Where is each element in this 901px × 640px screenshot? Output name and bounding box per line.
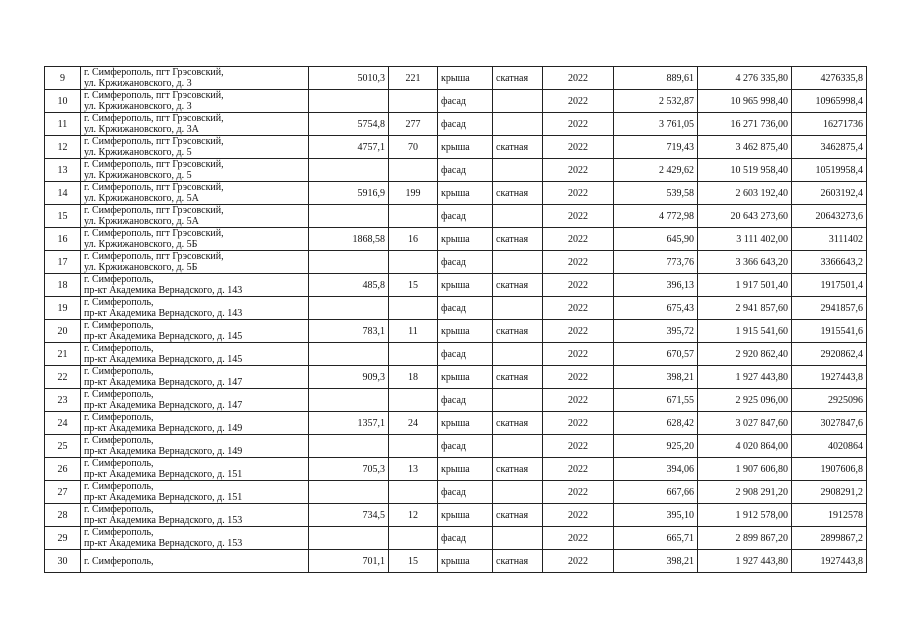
roof-type-cell — [493, 90, 543, 113]
residents-cell — [389, 159, 438, 182]
element-cell: фасад — [438, 343, 493, 366]
address-line-1: г. Симферополь, — [84, 389, 154, 400]
total-cost-cell: 3 111 402,00 — [698, 228, 792, 251]
total-plain-cell: 3366643,2 — [792, 251, 867, 274]
area-cell: 4757,1 — [309, 136, 389, 159]
residents-cell: 277 — [389, 113, 438, 136]
table-row — [45, 366, 867, 389]
unit-cost-cell: 2 532,87 — [614, 90, 698, 113]
row-number: 18 — [45, 274, 81, 297]
unit-cost-cell: 4 772,98 — [614, 205, 698, 228]
element-cell: фасад — [438, 481, 493, 504]
element-cell: крыша — [438, 504, 493, 527]
roof-type-cell: скатная — [493, 228, 543, 251]
area-cell: 705,3 — [309, 458, 389, 481]
residents-cell: 24 — [389, 412, 438, 435]
element-cell: крыша — [438, 412, 493, 435]
element-cell: крыша — [438, 550, 493, 573]
address-cell — [81, 274, 309, 297]
total-cost-cell: 2 925 096,00 — [698, 389, 792, 412]
residents-cell: 15 — [389, 274, 438, 297]
address-cell — [81, 67, 309, 90]
area-cell: 485,8 — [309, 274, 389, 297]
year-cell: 2022 — [543, 274, 614, 297]
table-row — [45, 205, 867, 228]
element-cell: фасад — [438, 389, 493, 412]
row-number: 22 — [45, 366, 81, 389]
total-plain-cell: 2908291,2 — [792, 481, 867, 504]
address-cell — [81, 228, 309, 251]
address-line-2: ул. Кржижановского, д. 5Б — [84, 262, 198, 273]
element-cell: фасад — [438, 113, 493, 136]
total-cost-cell: 1 917 501,40 — [698, 274, 792, 297]
year-cell: 2022 — [543, 389, 614, 412]
table-row — [45, 159, 867, 182]
total-plain-cell: 1915541,6 — [792, 320, 867, 343]
year-cell: 2022 — [543, 113, 614, 136]
total-plain-cell: 10965998,4 — [792, 90, 867, 113]
residents-cell: 70 — [389, 136, 438, 159]
total-cost-cell: 1 915 541,60 — [698, 320, 792, 343]
area-cell — [309, 251, 389, 274]
year-cell: 2022 — [543, 550, 614, 573]
unit-cost-cell: 675,43 — [614, 297, 698, 320]
roof-type-cell — [493, 159, 543, 182]
address-line-1: г. Симферополь, — [84, 504, 154, 515]
total-plain-cell: 1917501,4 — [792, 274, 867, 297]
address-line-2: ул. Кржижановского, д. 3 — [84, 101, 192, 112]
address-line-2: пр-кт Академика Вернадского, д. 145 — [84, 331, 243, 342]
residents-cell: 16 — [389, 228, 438, 251]
address-cell — [81, 550, 309, 573]
total-plain-cell: 4020864 — [792, 435, 867, 458]
year-cell: 2022 — [543, 458, 614, 481]
row-number: 14 — [45, 182, 81, 205]
table-row — [45, 550, 867, 573]
year-cell: 2022 — [543, 297, 614, 320]
area-cell — [309, 343, 389, 366]
element-cell: фасад — [438, 527, 493, 550]
unit-cost-cell: 925,20 — [614, 435, 698, 458]
address-cell — [81, 343, 309, 366]
total-cost-cell: 2 941 857,60 — [698, 297, 792, 320]
unit-cost-cell: 773,76 — [614, 251, 698, 274]
address-line-1: г. Симферополь, — [84, 527, 154, 538]
residents-cell: 199 — [389, 182, 438, 205]
unit-cost-cell: 670,57 — [614, 343, 698, 366]
address-cell — [81, 136, 309, 159]
area-cell: 734,5 — [309, 504, 389, 527]
roof-type-cell — [493, 435, 543, 458]
table-row — [45, 251, 867, 274]
total-plain-cell: 3027847,6 — [792, 412, 867, 435]
roof-type-cell: скатная — [493, 550, 543, 573]
roof-type-cell — [493, 343, 543, 366]
area-cell — [309, 389, 389, 412]
address-line-2: пр-кт Академика Вернадского, д. 143 — [84, 308, 243, 319]
unit-cost-cell: 396,13 — [614, 274, 698, 297]
address-line-1: г. Симферополь, пгт Грэсовский, — [84, 90, 224, 101]
row-number: 26 — [45, 458, 81, 481]
area-cell: 5916,9 — [309, 182, 389, 205]
residents-cell — [389, 205, 438, 228]
address-line-1: г. Симферополь, — [84, 274, 154, 285]
address-line-2: ул. Кржижановского, д. 5Б — [84, 239, 198, 250]
year-cell: 2022 — [543, 251, 614, 274]
year-cell: 2022 — [543, 481, 614, 504]
unit-cost-cell: 395,72 — [614, 320, 698, 343]
total-cost-cell: 4 276 335,80 — [698, 67, 792, 90]
area-cell: 909,3 — [309, 366, 389, 389]
total-plain-cell: 16271736 — [792, 113, 867, 136]
area-cell — [309, 527, 389, 550]
address-line-1: г. Симферополь, — [84, 343, 154, 354]
unit-cost-cell: 398,21 — [614, 550, 698, 573]
total-cost-cell: 3 462 875,40 — [698, 136, 792, 159]
address-line-1: г. Симферополь, — [84, 297, 154, 308]
address-cell — [81, 159, 309, 182]
address-cell — [81, 481, 309, 504]
area-cell: 5010,3 — [309, 67, 389, 90]
roof-type-cell — [493, 527, 543, 550]
unit-cost-cell: 719,43 — [614, 136, 698, 159]
address-cell — [81, 297, 309, 320]
table-row — [45, 320, 867, 343]
residents-cell: 15 — [389, 550, 438, 573]
element-cell: фасад — [438, 205, 493, 228]
address-line-1: г. Симферополь, — [84, 435, 154, 446]
address-cell — [81, 412, 309, 435]
address-line-1: г. Симферополь, — [84, 458, 154, 469]
total-cost-cell: 4 020 864,00 — [698, 435, 792, 458]
residents-cell — [389, 90, 438, 113]
total-cost-cell: 10 965 998,40 — [698, 90, 792, 113]
total-cost-cell: 1 912 578,00 — [698, 504, 792, 527]
table-row — [45, 113, 867, 136]
unit-cost-cell: 889,61 — [614, 67, 698, 90]
area-cell: 701,1 — [309, 550, 389, 573]
address-line-2: ул. Кржижановского, д. 5 — [84, 147, 192, 158]
total-cost-cell: 2 908 291,20 — [698, 481, 792, 504]
roof-type-cell: скатная — [493, 504, 543, 527]
address-line-2: ул. Кржижановского, д. 5А — [84, 216, 199, 227]
total-plain-cell: 1912578 — [792, 504, 867, 527]
row-number: 25 — [45, 435, 81, 458]
address-line-1: г. Симферополь, — [84, 366, 154, 377]
element-cell: крыша — [438, 136, 493, 159]
unit-cost-cell: 628,42 — [614, 412, 698, 435]
row-number: 27 — [45, 481, 81, 504]
address-line-1: г. Симферополь, пгт Грэсовский, — [84, 159, 224, 170]
address-line-2: пр-кт Академика Вернадского, д. 147 — [84, 377, 243, 388]
year-cell: 2022 — [543, 136, 614, 159]
total-plain-cell: 10519958,4 — [792, 159, 867, 182]
unit-cost-cell: 3 761,05 — [614, 113, 698, 136]
repair-schedule-table — [44, 66, 867, 573]
unit-cost-cell: 665,71 — [614, 527, 698, 550]
residents-cell — [389, 527, 438, 550]
roof-type-cell: скатная — [493, 458, 543, 481]
total-plain-cell: 3111402 — [792, 228, 867, 251]
row-number: 16 — [45, 228, 81, 251]
total-cost-cell: 1 927 443,80 — [698, 550, 792, 573]
roof-type-cell — [493, 113, 543, 136]
address-cell — [81, 113, 309, 136]
area-cell: 783,1 — [309, 320, 389, 343]
residents-cell: 13 — [389, 458, 438, 481]
total-plain-cell: 2941857,6 — [792, 297, 867, 320]
residents-cell — [389, 435, 438, 458]
total-cost-cell: 3 366 643,20 — [698, 251, 792, 274]
element-cell: фасад — [438, 297, 493, 320]
residents-cell — [389, 343, 438, 366]
roof-type-cell: скатная — [493, 412, 543, 435]
total-plain-cell: 3462875,4 — [792, 136, 867, 159]
address-cell — [81, 366, 309, 389]
row-number: 13 — [45, 159, 81, 182]
year-cell: 2022 — [543, 182, 614, 205]
total-plain-cell: 1927443,8 — [792, 366, 867, 389]
row-number: 17 — [45, 251, 81, 274]
address-cell — [81, 435, 309, 458]
row-number: 20 — [45, 320, 81, 343]
table-body — [45, 67, 867, 573]
unit-cost-cell: 395,10 — [614, 504, 698, 527]
address-line-1: г. Симферополь, — [84, 481, 154, 492]
total-cost-cell: 10 519 958,40 — [698, 159, 792, 182]
row-number: 29 — [45, 527, 81, 550]
table-row — [45, 412, 867, 435]
roof-type-cell — [493, 205, 543, 228]
area-cell — [309, 481, 389, 504]
address-line-2: пр-кт Академика Вернадского, д. 153 — [84, 538, 243, 549]
table-row — [45, 136, 867, 159]
row-number: 12 — [45, 136, 81, 159]
roof-type-cell — [493, 481, 543, 504]
table-row — [45, 389, 867, 412]
table-row — [45, 481, 867, 504]
address-cell — [81, 527, 309, 550]
element-cell: фасад — [438, 159, 493, 182]
table-row — [45, 228, 867, 251]
year-cell: 2022 — [543, 320, 614, 343]
unit-cost-cell: 645,90 — [614, 228, 698, 251]
total-plain-cell: 4276335,8 — [792, 67, 867, 90]
total-cost-cell: 2 920 862,40 — [698, 343, 792, 366]
residents-cell — [389, 389, 438, 412]
address-line-1: г. Симферополь, пгт Грэсовский, — [84, 205, 224, 216]
total-cost-cell: 20 643 273,60 — [698, 205, 792, 228]
year-cell: 2022 — [543, 435, 614, 458]
address-line-2: ул. Кржижановского, д. 5А — [84, 193, 199, 204]
unit-cost-cell: 539,58 — [614, 182, 698, 205]
roof-type-cell: скатная — [493, 67, 543, 90]
total-cost-cell: 3 027 847,60 — [698, 412, 792, 435]
table-row — [45, 504, 867, 527]
roof-type-cell — [493, 297, 543, 320]
address-line-2: ул. Кржижановского, д. 3 — [84, 78, 192, 89]
element-cell: крыша — [438, 458, 493, 481]
residents-cell: 12 — [389, 504, 438, 527]
area-cell: 1357,1 — [309, 412, 389, 435]
address-line-2: пр-кт Академика Вернадского, д. 153 — [84, 515, 243, 526]
row-number: 19 — [45, 297, 81, 320]
year-cell: 2022 — [543, 67, 614, 90]
address-cell — [81, 320, 309, 343]
roof-type-cell: скатная — [493, 274, 543, 297]
year-cell: 2022 — [543, 205, 614, 228]
residents-cell: 11 — [389, 320, 438, 343]
roof-type-cell — [493, 389, 543, 412]
area-cell — [309, 205, 389, 228]
address-line-1: г. Симферополь, — [84, 412, 154, 423]
table-row — [45, 297, 867, 320]
address-cell — [81, 182, 309, 205]
year-cell: 2022 — [543, 527, 614, 550]
area-cell — [309, 90, 389, 113]
address-line-1: г. Симферополь, пгт Грэсовский, — [84, 113, 224, 124]
address-line-2: пр-кт Академика Вернадского, д. 143 — [84, 285, 243, 296]
year-cell: 2022 — [543, 412, 614, 435]
row-number: 30 — [45, 550, 81, 573]
year-cell: 2022 — [543, 159, 614, 182]
unit-cost-cell: 398,21 — [614, 366, 698, 389]
address-line-1: г. Симферополь, — [84, 555, 154, 567]
area-cell — [309, 435, 389, 458]
residents-cell: 18 — [389, 366, 438, 389]
address-line-1: г. Симферополь, пгт Грэсовский, — [84, 136, 224, 147]
row-number: 24 — [45, 412, 81, 435]
address-cell — [81, 389, 309, 412]
year-cell: 2022 — [543, 366, 614, 389]
element-cell: крыша — [438, 228, 493, 251]
address-line-1: г. Симферополь, пгт Грэсовский, — [84, 251, 224, 262]
area-cell: 5754,8 — [309, 113, 389, 136]
address-cell — [81, 504, 309, 527]
address-line-1: г. Симферополь, пгт Грэсовский, — [84, 182, 224, 193]
roof-type-cell: скатная — [493, 136, 543, 159]
residents-cell — [389, 297, 438, 320]
address-line-2: пр-кт Академика Вернадского, д. 145 — [84, 354, 243, 365]
element-cell: фасад — [438, 251, 493, 274]
row-number: 10 — [45, 90, 81, 113]
row-number: 21 — [45, 343, 81, 366]
roof-type-cell — [493, 251, 543, 274]
area-cell — [309, 297, 389, 320]
row-number: 9 — [45, 67, 81, 90]
row-number: 15 — [45, 205, 81, 228]
unit-cost-cell: 671,55 — [614, 389, 698, 412]
total-plain-cell: 2920862,4 — [792, 343, 867, 366]
address-line-2: ул. Кржижановского, д. 5 — [84, 170, 192, 181]
address-line-2: пр-кт Академика Вернадского, д. 151 — [84, 492, 243, 503]
table-row — [45, 458, 867, 481]
roof-type-cell: скатная — [493, 320, 543, 343]
table-row — [45, 274, 867, 297]
row-number: 23 — [45, 389, 81, 412]
address-cell — [81, 205, 309, 228]
address-line-2: пр-кт Академика Вернадского, д. 149 — [84, 423, 243, 434]
roof-type-cell: скатная — [493, 182, 543, 205]
total-cost-cell: 2 603 192,40 — [698, 182, 792, 205]
table-row — [45, 67, 867, 90]
element-cell: крыша — [438, 67, 493, 90]
total-cost-cell: 1 927 443,80 — [698, 366, 792, 389]
roof-type-cell: скатная — [493, 366, 543, 389]
element-cell: крыша — [438, 320, 493, 343]
total-cost-cell: 1 907 606,80 — [698, 458, 792, 481]
unit-cost-cell: 2 429,62 — [614, 159, 698, 182]
row-number: 28 — [45, 504, 81, 527]
residents-cell: 221 — [389, 67, 438, 90]
residents-cell — [389, 481, 438, 504]
address-line-2: пр-кт Академика Вернадского, д. 151 — [84, 469, 243, 480]
address-line-2: пр-кт Академика Вернадского, д. 149 — [84, 446, 243, 457]
address-cell — [81, 458, 309, 481]
table-row — [45, 435, 867, 458]
total-plain-cell: 2925096 — [792, 389, 867, 412]
year-cell: 2022 — [543, 343, 614, 366]
year-cell: 2022 — [543, 228, 614, 251]
total-plain-cell: 1907606,8 — [792, 458, 867, 481]
row-number: 11 — [45, 113, 81, 136]
element-cell: фасад — [438, 435, 493, 458]
address-cell — [81, 90, 309, 113]
element-cell: крыша — [438, 182, 493, 205]
element-cell: крыша — [438, 366, 493, 389]
table-row — [45, 182, 867, 205]
area-cell: 1868,58 — [309, 228, 389, 251]
element-cell: крыша — [438, 274, 493, 297]
total-plain-cell: 2603192,4 — [792, 182, 867, 205]
year-cell: 2022 — [543, 504, 614, 527]
unit-cost-cell: 394,06 — [614, 458, 698, 481]
total-plain-cell: 1927443,8 — [792, 550, 867, 573]
address-cell — [81, 251, 309, 274]
year-cell: 2022 — [543, 90, 614, 113]
address-line-1: г. Симферополь, пгт Грэсовский, — [84, 67, 224, 78]
table-row — [45, 343, 867, 366]
total-cost-cell: 2 899 867,20 — [698, 527, 792, 550]
address-line-1: г. Симферополь, пгт Грэсовский, — [84, 228, 224, 239]
unit-cost-cell: 667,66 — [614, 481, 698, 504]
table-row — [45, 90, 867, 113]
address-line-2: пр-кт Академика Вернадского, д. 147 — [84, 400, 243, 411]
element-cell: фасад — [438, 90, 493, 113]
total-plain-cell: 2899867,2 — [792, 527, 867, 550]
total-cost-cell: 16 271 736,00 — [698, 113, 792, 136]
total-plain-cell: 20643273,6 — [792, 205, 867, 228]
address-line-1: г. Симферополь, — [84, 320, 154, 331]
area-cell — [309, 159, 389, 182]
residents-cell — [389, 251, 438, 274]
table-row — [45, 527, 867, 550]
address-line-2: ул. Кржижановского, д. 3А — [84, 124, 199, 135]
